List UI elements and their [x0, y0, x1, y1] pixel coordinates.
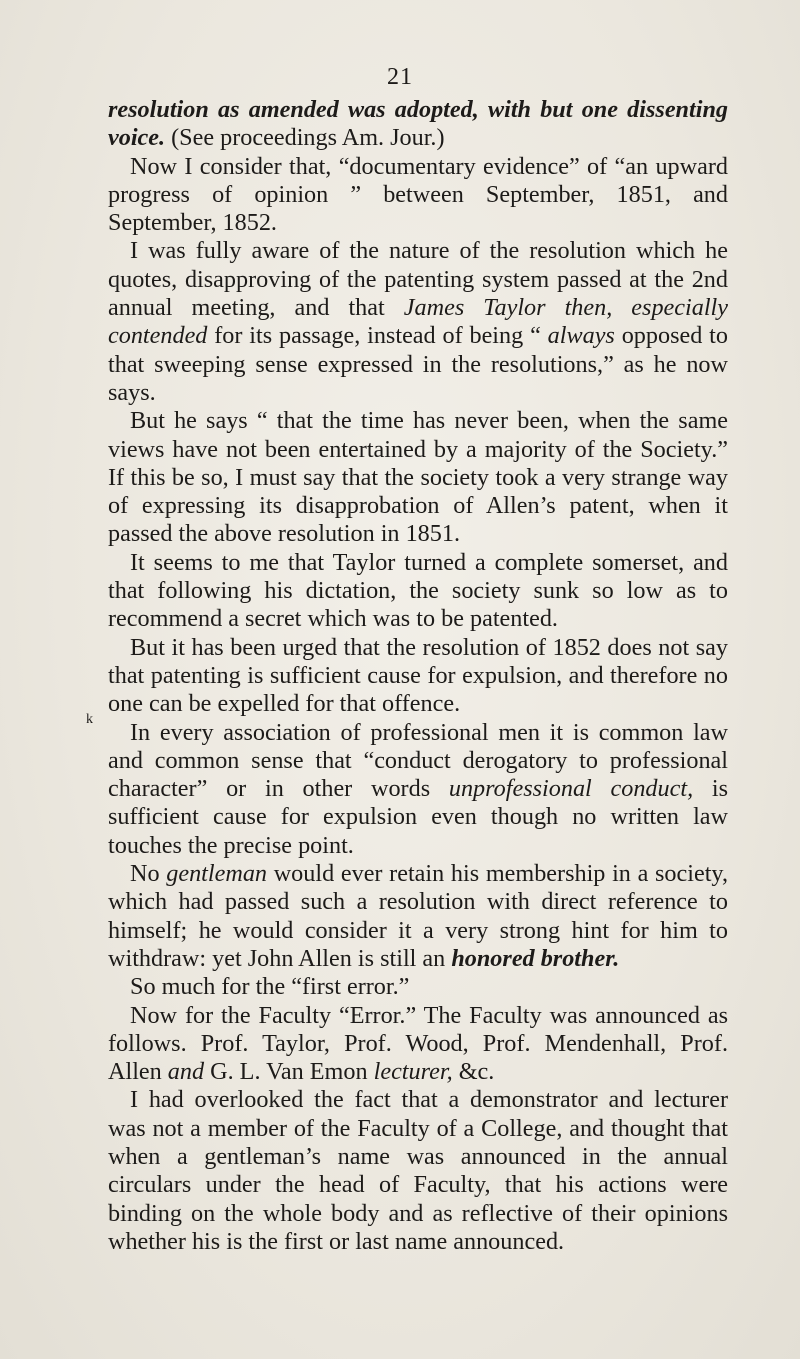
- page-number: 21: [387, 64, 413, 90]
- text-run: But he says “ that the time has never been, when the same views have not been entertained by a majority of the Society.” If this be so, I must say that the society took a very strange way of expressing its disapprobation of Allen’s patent, when it passed the above resolution in 1851.: [108, 407, 728, 548]
- text-run: opposed to that sweeping sense expressed in the resolutions,” as he now says.: [108, 322, 728, 406]
- text-run: In every association of professional men it is common law and common sense that “conduct derogatory to professional character” or in other words: [108, 718, 728, 803]
- text-run: No: [130, 860, 167, 888]
- text-run: Now I consider that, “documentary evidence” of “an upward progress of opinion ” between September, 1851, and September, 1852.: [108, 152, 728, 237]
- italic-text: gentleman: [166, 860, 268, 888]
- italic-text: always: [547, 322, 615, 350]
- italic-text: honored brother.: [451, 944, 620, 972]
- text-run: &c.: [452, 1058, 495, 1086]
- italic-text: lecturer,: [373, 1058, 453, 1086]
- paragraph: [108, 96, 728, 153]
- text-run: is sufficient cause for expulsion even though no written law touches the precise point.: [108, 775, 729, 859]
- paragraph: [108, 1002, 728, 1087]
- paragraph: [108, 860, 728, 973]
- text-run: I had overlooked the fact that a demonstrator and lecturer was not a member of the Faculty of a College, and thought that when a gentleman’s name was announced in the annual circulars under the head of Faculty, that his actions were binding on the whole body and as reflective of their opinions whether his is the first or last name announced.: [108, 1086, 728, 1255]
- italic-text: James Taylor then, especially contended: [108, 294, 729, 350]
- paragraph: [108, 634, 728, 719]
- text-run: G. L. Van Emon: [204, 1058, 374, 1086]
- paragraph: [108, 973, 728, 1001]
- italic-text: and: [167, 1058, 205, 1086]
- text-run: for its passage, instead of being “: [207, 322, 548, 350]
- italic-text: unprofessional conduct,: [448, 775, 694, 803]
- italic-text: resolution as amended was adopted, with but one dissenting voice.: [108, 96, 728, 152]
- paragraph: [108, 237, 728, 407]
- text-run: would ever retain his membership in a society, which had passed such a resolution with direct reference to himself; he would consider it a very strong hint for him to withdraw: yet John Allen is still an: [108, 860, 728, 972]
- text-run: Now for the Faculty “Error.” The Faculty was announced as follows. Prof. Taylor, Prof. Wood, Prof. Mendenhall, Prof. Allen: [108, 1001, 728, 1086]
- text-run: So much for the “first error.”: [130, 973, 410, 1001]
- text-run: I was fully aware of the nature of the resolution which he quotes, disapproving of the patenting system passed at the 2nd annual meeting, and that: [108, 237, 728, 322]
- text-run: (See proceedings Am. Jour.): [165, 124, 445, 152]
- text-run: But it has been urged that the resolution of 1852 does not say that patenting is sufficient cause for expulsion, and therefore no one can be expelled for that offence.: [108, 633, 728, 718]
- text-run: It seems to me that Taylor turned a complete somerset, and that following his dictation, the society sunk so low as to recommend a secret which was to be patented.: [108, 548, 728, 633]
- paragraph: [108, 719, 728, 860]
- paragraph: [108, 1086, 728, 1256]
- paragraph: [108, 407, 728, 548]
- paragraph: [108, 153, 728, 238]
- paragraph: [108, 549, 728, 634]
- margin-mark: k: [86, 712, 93, 727]
- body-text: [108, 96, 728, 1256]
